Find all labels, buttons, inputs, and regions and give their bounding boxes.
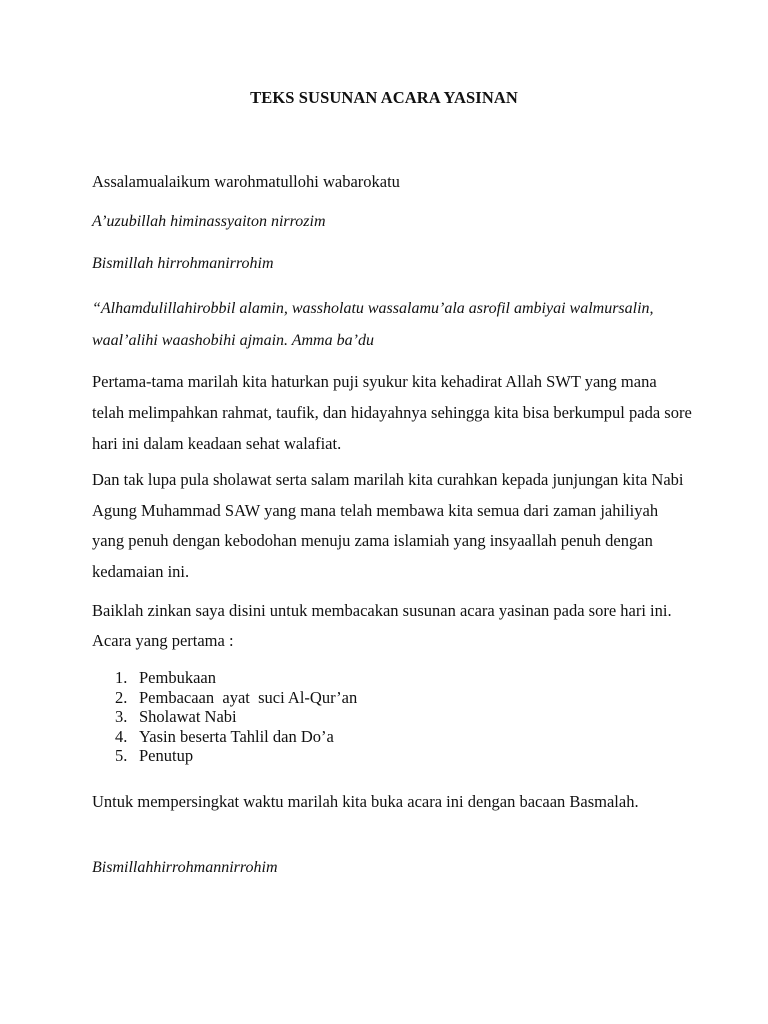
agenda-item-number: 3. bbox=[115, 707, 128, 726]
agenda-item bbox=[92, 688, 357, 708]
auzubillah-text: A’uzubillah himinassyaiton nirrozim bbox=[92, 213, 326, 230]
paragraph-sholawat: Dan tak lupa pula sholawat serta salam marilah kita curahkan kepada junjungan kita Nabi Agung Muhammad SAW yang mana telah membawa kita semua dari zaman jahiliyah yang penuh dengan kebodohan menuju zama islamiah yang insyaallah penuh dengan kedamaian ini. bbox=[92, 470, 684, 581]
greeting-text: Assalamualaikum warohmatullohi wabarokatu bbox=[92, 172, 400, 191]
agenda-list bbox=[92, 668, 357, 766]
agenda-item-number: 5. bbox=[115, 746, 128, 765]
bismillah-opening-text: Bismillah hirrohmanirrohim bbox=[92, 255, 274, 272]
hamdalah-text: “Alhamdulillahirobbil alamin, wassholatu wassalamu’ala asrofil ambiyai walmursalin, waal’alihi waashobihi ajmain. Amma ba’du bbox=[92, 300, 654, 349]
agenda-item-number: 2. bbox=[115, 687, 128, 707]
agenda-item-label: Yasin beserta Tahlil dan Do’a bbox=[139, 726, 334, 746]
agenda-item-label: Sholawat Nabi bbox=[139, 707, 237, 726]
agenda-item-label: Penutup bbox=[139, 746, 194, 765]
agenda-item bbox=[92, 668, 357, 688]
paragraph-basmalah-invite: Untuk mempersingkat waktu marilah kita buka acara ini dengan bacaan Basmalah. bbox=[92, 792, 639, 811]
agenda-item bbox=[92, 746, 357, 766]
paragraph-agenda-intro: Baiklah zinkan saya disini untuk membacakan susunan acara yasinan pada sore hari ini. Acara yang pertama : bbox=[92, 601, 672, 650]
paragraph-opening-gratitude: Pertama-tama marilah kita haturkan puji syukur kita kehadirat Allah SWT yang mana telah melimpahkan rahmat, taufik, dan hidayahnya sehingga kita bisa berkumpul pada sore hari ini dalam keadaan sehat walafiat. bbox=[92, 372, 692, 453]
bismillah-closing-text: Bismillahhirrohmannirrohim bbox=[92, 859, 278, 876]
agenda-item-label: Pembacaan ayat suci Al-Qur’an bbox=[139, 687, 358, 707]
document-title: TEKS SUSUNAN ACARA YASINAN bbox=[250, 88, 518, 107]
agenda-item bbox=[92, 727, 357, 747]
agenda-item-number: 1. bbox=[115, 668, 128, 687]
agenda-item-number: 4. bbox=[115, 726, 128, 746]
agenda-item-label: Pembukaan bbox=[139, 668, 216, 687]
agenda-item bbox=[92, 707, 357, 727]
